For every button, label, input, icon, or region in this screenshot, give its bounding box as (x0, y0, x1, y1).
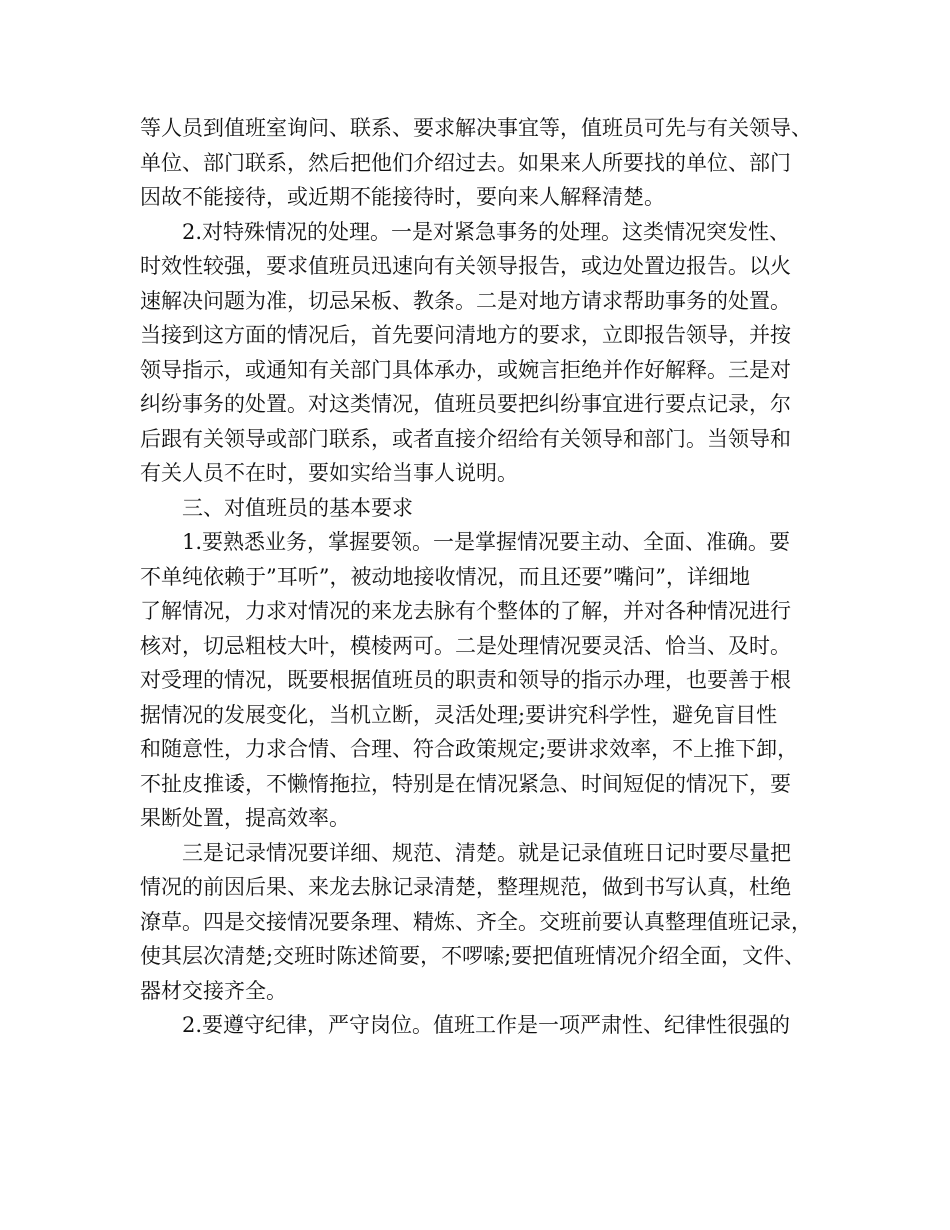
text-line: 有关人员不在时，要如实给当事人说明。 (140, 461, 518, 485)
text-line: 单位、部门联系，然后把他们介绍过去。如果来人所要找的单位、部门 (140, 150, 791, 175)
text-line: 三是记录情况要详细、规范、清楚。就是记录值班日记时要尽量把 (182, 840, 791, 865)
text-line: 核对，切忌粗枝大叶，模棱两可。二是处理情况要灵活、恰当、及时。 (140, 633, 791, 658)
text-line: 1.要熟悉业务，掌握要领。一是掌握情况要主动、全面、准确。要 (182, 530, 791, 554)
text-line: 时效性较强，要求值班员迅速向有关领导报告，或边处置边报告。以火 (140, 254, 791, 278)
text-line: 潦草。四是交接情况要条理、精炼、齐全。交班前要认真整理值班记录， (140, 909, 812, 934)
body-text (140, 111, 830, 1043)
text-line: 据情况的发展变化，当机立断，灵活处理;要讲究科学性，避免盲目性 (140, 702, 778, 727)
text-line: 不扯皮推诿，不懒惰拖拉，特别是在情况紧急、时间短促的情况下，要 (140, 771, 791, 796)
text-line: 2.要遵守纪律，严守岗位。值班工作是一项严肃性、纪律性很强的 (182, 1013, 791, 1037)
text-line: 因故不能接待，或近期不能接待时，要向来人解释清楚。 (140, 185, 665, 209)
text-line: 果断处置，提高效率。 (140, 806, 350, 830)
text-line: 2.对特殊情况的处理。一是对紧急事务的处理。这类情况突发性、 (182, 219, 791, 244)
text-line: 领导指示，或通知有关部门具体承办，或婉言拒绝并作好解释。三是对 (140, 357, 791, 382)
text-line: 情况的前因后果、来龙去脉记录清楚，整理规范，做到书写认真，杜绝 (140, 875, 791, 899)
text-line: 和随意性，力求合情、合理、符合政策规定;要讲求效率，不上推下卸， (140, 737, 799, 761)
text-line: 后跟有关领导或部门联系，或者直接介绍给有关领导和部门。当领导和 (140, 426, 791, 451)
text-line: 不单纯依赖于”耳听”，被动地接收情况，而且还要”嘴问”，详细地 (140, 564, 750, 589)
text-line: 器材交接齐全。 (140, 978, 287, 1003)
section-heading: 三、对值班员的基本要求 (182, 495, 413, 520)
text-line: 当接到这方面的情况后，首先要问清地方的要求，立即报告领导，并按 (140, 323, 791, 347)
text-line: 速解决问题为准，切忌呆板、教条。二是对地方请求帮助事务的处置。 (140, 288, 791, 313)
text-line: 了解情况，力求对情况的来龙去脉有个整体的了解，并对各种情况进行 (140, 599, 791, 623)
text-line: 纠纷事务的处置。对这类情况，值班员要把纠纷事宜进行要点记录，尔 (140, 392, 791, 416)
text-line: 使其层次清楚;交班时陈述简要，不啰嗦;要把值班情况介绍全面，文件、 (140, 944, 806, 968)
text-line: 等人员到值班室询问、联系、要求解决事宜等，值班员可先与有关领导、 (140, 116, 812, 140)
text-line: 对受理的情况，既要根据值班员的职责和领导的指示办理，也要善于根 (140, 668, 791, 692)
